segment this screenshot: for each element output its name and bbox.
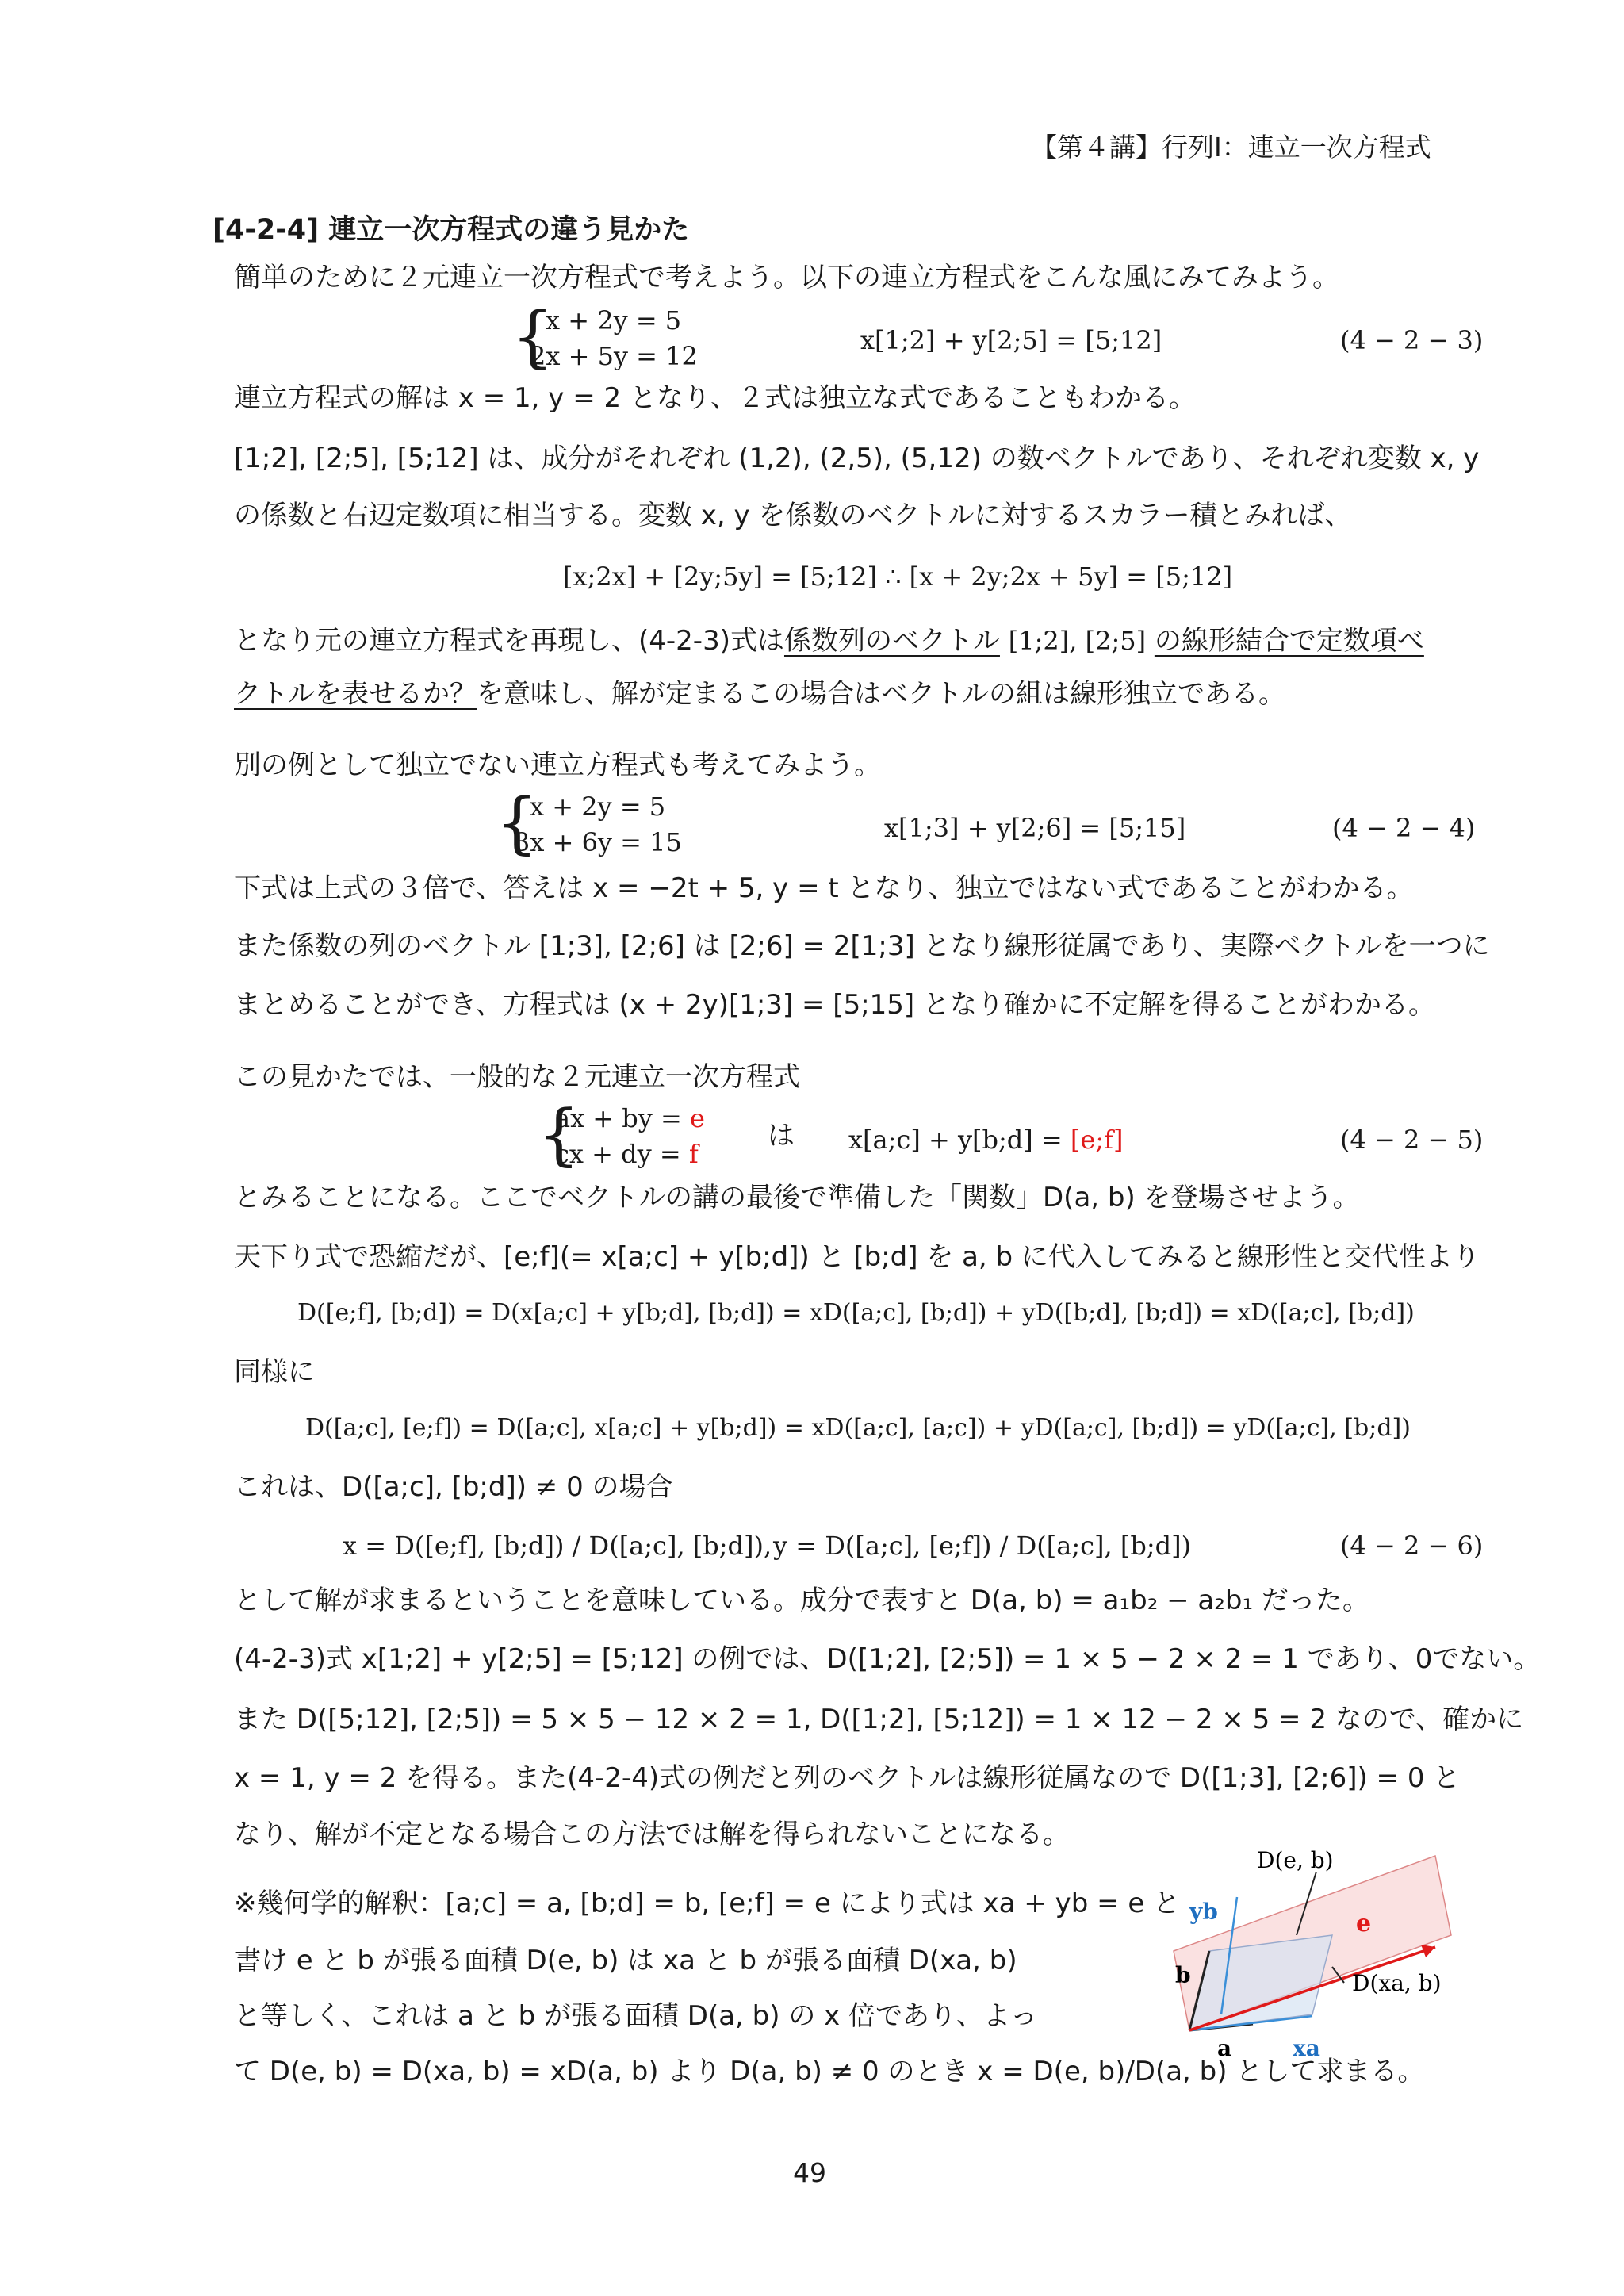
eq425-s2-red: f (688, 1139, 699, 1169)
p4-vectors: [1;2], [2;5] (1008, 626, 1147, 656)
eq-scalar-product: [x;2x] + [2y;5y] = [5;12] ∴ [x + 2y;2x + 5y] = [5;12] (563, 562, 1233, 592)
parallelogram-figure (1174, 1847, 1475, 2061)
geometric-line-2: 書け e と b が張る面積 D(e, b) は xa と b が張る面積 D(xa, b) (234, 1945, 1017, 1976)
eq423-brace: { (511, 297, 554, 375)
p4-underline-2: の線形結合で定数項べ (1154, 625, 1424, 657)
p4b-suffix: を意味し、解が定まるこの場合はベクトルの組は線形独立である。 (477, 678, 1285, 710)
eq425-vec-red: [e;f] (1070, 1125, 1124, 1155)
paragraph-example-4: なり、解が不定となる場合この方法では解を得られないことになる。 (234, 1819, 1070, 1850)
fig-label-b: b (1175, 1962, 1191, 1988)
paragraph-vectors-a: [1;2], [2;5], [5;12] は、成分がそれぞれ (1,2), (2,5), (5,12) の数ベクトルであり、それぞれ変数 x, y (234, 443, 1480, 474)
paragraph-nonzero-case: これは、D([a;c], [b;d]) ≠ 0 の場合 (234, 1471, 673, 1503)
eq426-label: (4 − 2 − 6) (1340, 1531, 1484, 1561)
paragraph-example-2: また D([5;12], [2;5]) = 5 × 5 − 12 × 2 = 1, D([1;2], [5;12]) = 1 × 12 − 2 × 5 = 2 なので、確かに (234, 1704, 1524, 1735)
eq425-s2: cx + dy = (555, 1139, 689, 1169)
eq423-system-line1: x + 2y = 5 (546, 305, 682, 335)
paragraph-general-intro: この見かたでは、一般的な２元連立一次方程式 (234, 1061, 800, 1093)
fig-label-yb: yb (1189, 1899, 1218, 1925)
paragraph-dependent-a: 下式は上式の３倍で、答えは x = −2t + 5, y = t となり、独立ではない式であることがわかる。 (234, 872, 1414, 904)
paragraph-vectors-b: の係数と右辺定数項に相当する。変数 x, y を係数のベクトルに対するスカラー積とみれば、 (234, 500, 1352, 531)
paragraph-determinant-intro: とみることになる。ここでベクトルの講の最後で準備した「関数」D(a, b) を登場させよう。 (234, 1182, 1360, 1213)
fig-label-a: a (1217, 2035, 1232, 2061)
running-header: 【第４講】行列Ⅰ：連立一次方程式 (1031, 132, 1431, 163)
eq423-vector-form: x[1;2] + y[2;5] = [5;12] (860, 325, 1162, 355)
paragraph-intro: 簡単のために２元連立一次方程式で考えよう。以下の連立方程式をこんな風にみてみよう。 (234, 262, 1339, 293)
eq425-system-line1 (555, 1103, 705, 1133)
p4-prefix: となり元の連立方程式を再現し、(4-2-3)式は (234, 625, 784, 657)
eq425-connector: は (768, 1120, 795, 1152)
eq425-s1: ax + by = (555, 1103, 690, 1133)
paragraph-dependent-b: また係数の列のベクトル [1;3], [2;6] は [2;6] = 2[1;3] となり線形従属であり、実際ベクトルを一つに (234, 930, 1490, 962)
page-number: 49 (793, 2157, 826, 2188)
eq426-x: x = D([e;f], [b;d]) / D([a;c], [b;d]), (343, 1531, 772, 1561)
eq-determinant-y: D([a;c], [e;f]) = D([a;c], x[a;c] + y[b;d]) = xD([a;c], [a;c]) + yD([a;c], [b;d]) = yD([a;c], [b;d]) (305, 1414, 1411, 1442)
fig-label-Deb: D(e, b) (1257, 1847, 1334, 1873)
eq425-brace: { (538, 1095, 580, 1173)
eq426-y: y = D([a;c], [e;f]) / D([a;c], [b;d]) (773, 1531, 1192, 1561)
eq424-brace: { (496, 784, 538, 861)
fig-label-Dxab: D(xa, b) (1352, 1970, 1442, 1996)
eq425-vector-form (848, 1125, 1123, 1155)
paragraph-similarly: 同様に (234, 1356, 315, 1388)
paragraph-example-1: (4-2-3)式 x[1;2] + y[2;5] = [5;12] の例では、D([1;2], [2;5]) = 1 × 5 − 2 × 2 = 1 であり、0でない。 (234, 1643, 1541, 1675)
eq423-system-line2: 2x + 5y = 12 (530, 341, 698, 371)
p4-underline-1: 係数列のベクトル (783, 625, 1000, 657)
eq425-s1-red: e (690, 1103, 705, 1133)
paragraph-linear-combination-b (234, 678, 1285, 711)
eq425-label: (4 − 2 − 5) (1340, 1125, 1484, 1155)
paragraph-components: として解が求まるということを意味している。成分で表すと D(a, b) = a₁b₂ − a₂b₁ だった。 (234, 1585, 1369, 1616)
paragraph-dependent-intro: 別の例として独立でない連立方程式も考えてみよう。 (234, 749, 881, 781)
eq425-system-line2 (555, 1139, 699, 1169)
eq424-label: (4 − 2 − 4) (1332, 813, 1476, 843)
eq423-label: (4 − 2 − 3) (1340, 325, 1484, 355)
geometric-line-4: て D(e, b) = D(xa, b) = xD(a, b) より D(a, b) ≠ 0 のとき x = D(e, b)/D(a, b) として求まる。 (234, 2056, 1425, 2087)
eq424-vector-form: x[1;3] + y[2;6] = [5;15] (884, 813, 1186, 843)
fig-label-e: e (1356, 1910, 1372, 1938)
p4b-underline: クトルを表せるか？ (234, 678, 477, 710)
section-title: [4-2-4] 連立一次方程式の違う見かた (213, 214, 690, 246)
geometric-line-3: と等しく、これは a と b が張る面積 D(a, b) の x 倍であり、よっ (234, 2000, 1038, 2032)
eq424-system-line2: 3x + 6y = 15 (514, 827, 682, 857)
paragraph-linear-combination-a (234, 625, 1424, 657)
paragraph-substitution: 天下り式で恐縮だが、[e;f](= x[a;c] + y[b;d]) と [b;d] を a, b に代入してみると線形性と交代性より (234, 1241, 1480, 1273)
paragraph-example-3: x = 1, y = 2 を得る。また(4-2-4)式の例だと列のベクトルは線形従属なので D([1;3], [2;6]) = 0 と (234, 1762, 1461, 1794)
eq424-system-line1: x + 2y = 5 (530, 792, 666, 822)
fig-label-xa: xa (1293, 2035, 1320, 2061)
paragraph-solution: 連立方程式の解は x = 1, y = 2 となり、２式は独立な式であることもわかる。 (234, 382, 1196, 414)
paragraph-dependent-c: まとめることができ、方程式は (x + 2y)[1;3] = [5;15] となり確かに不定解を得ることがわかる。 (234, 989, 1435, 1021)
eq425-vec: x[a;c] + y[b;d] = (848, 1125, 1071, 1155)
eq-determinant-x: D([e;f], [b;d]) = D(x[a;c] + y[b;d], [b;d]) = xD([a;c], [b;d]) + yD([b;d], [b;d]) = xD([a;c], [b;d]) (297, 1299, 1415, 1327)
geometric-line-1: ※幾何学的解釈：[a;c] = a, [b;d] = b, [e;f] = e により式は xa + yb = e と (234, 1888, 1181, 1919)
